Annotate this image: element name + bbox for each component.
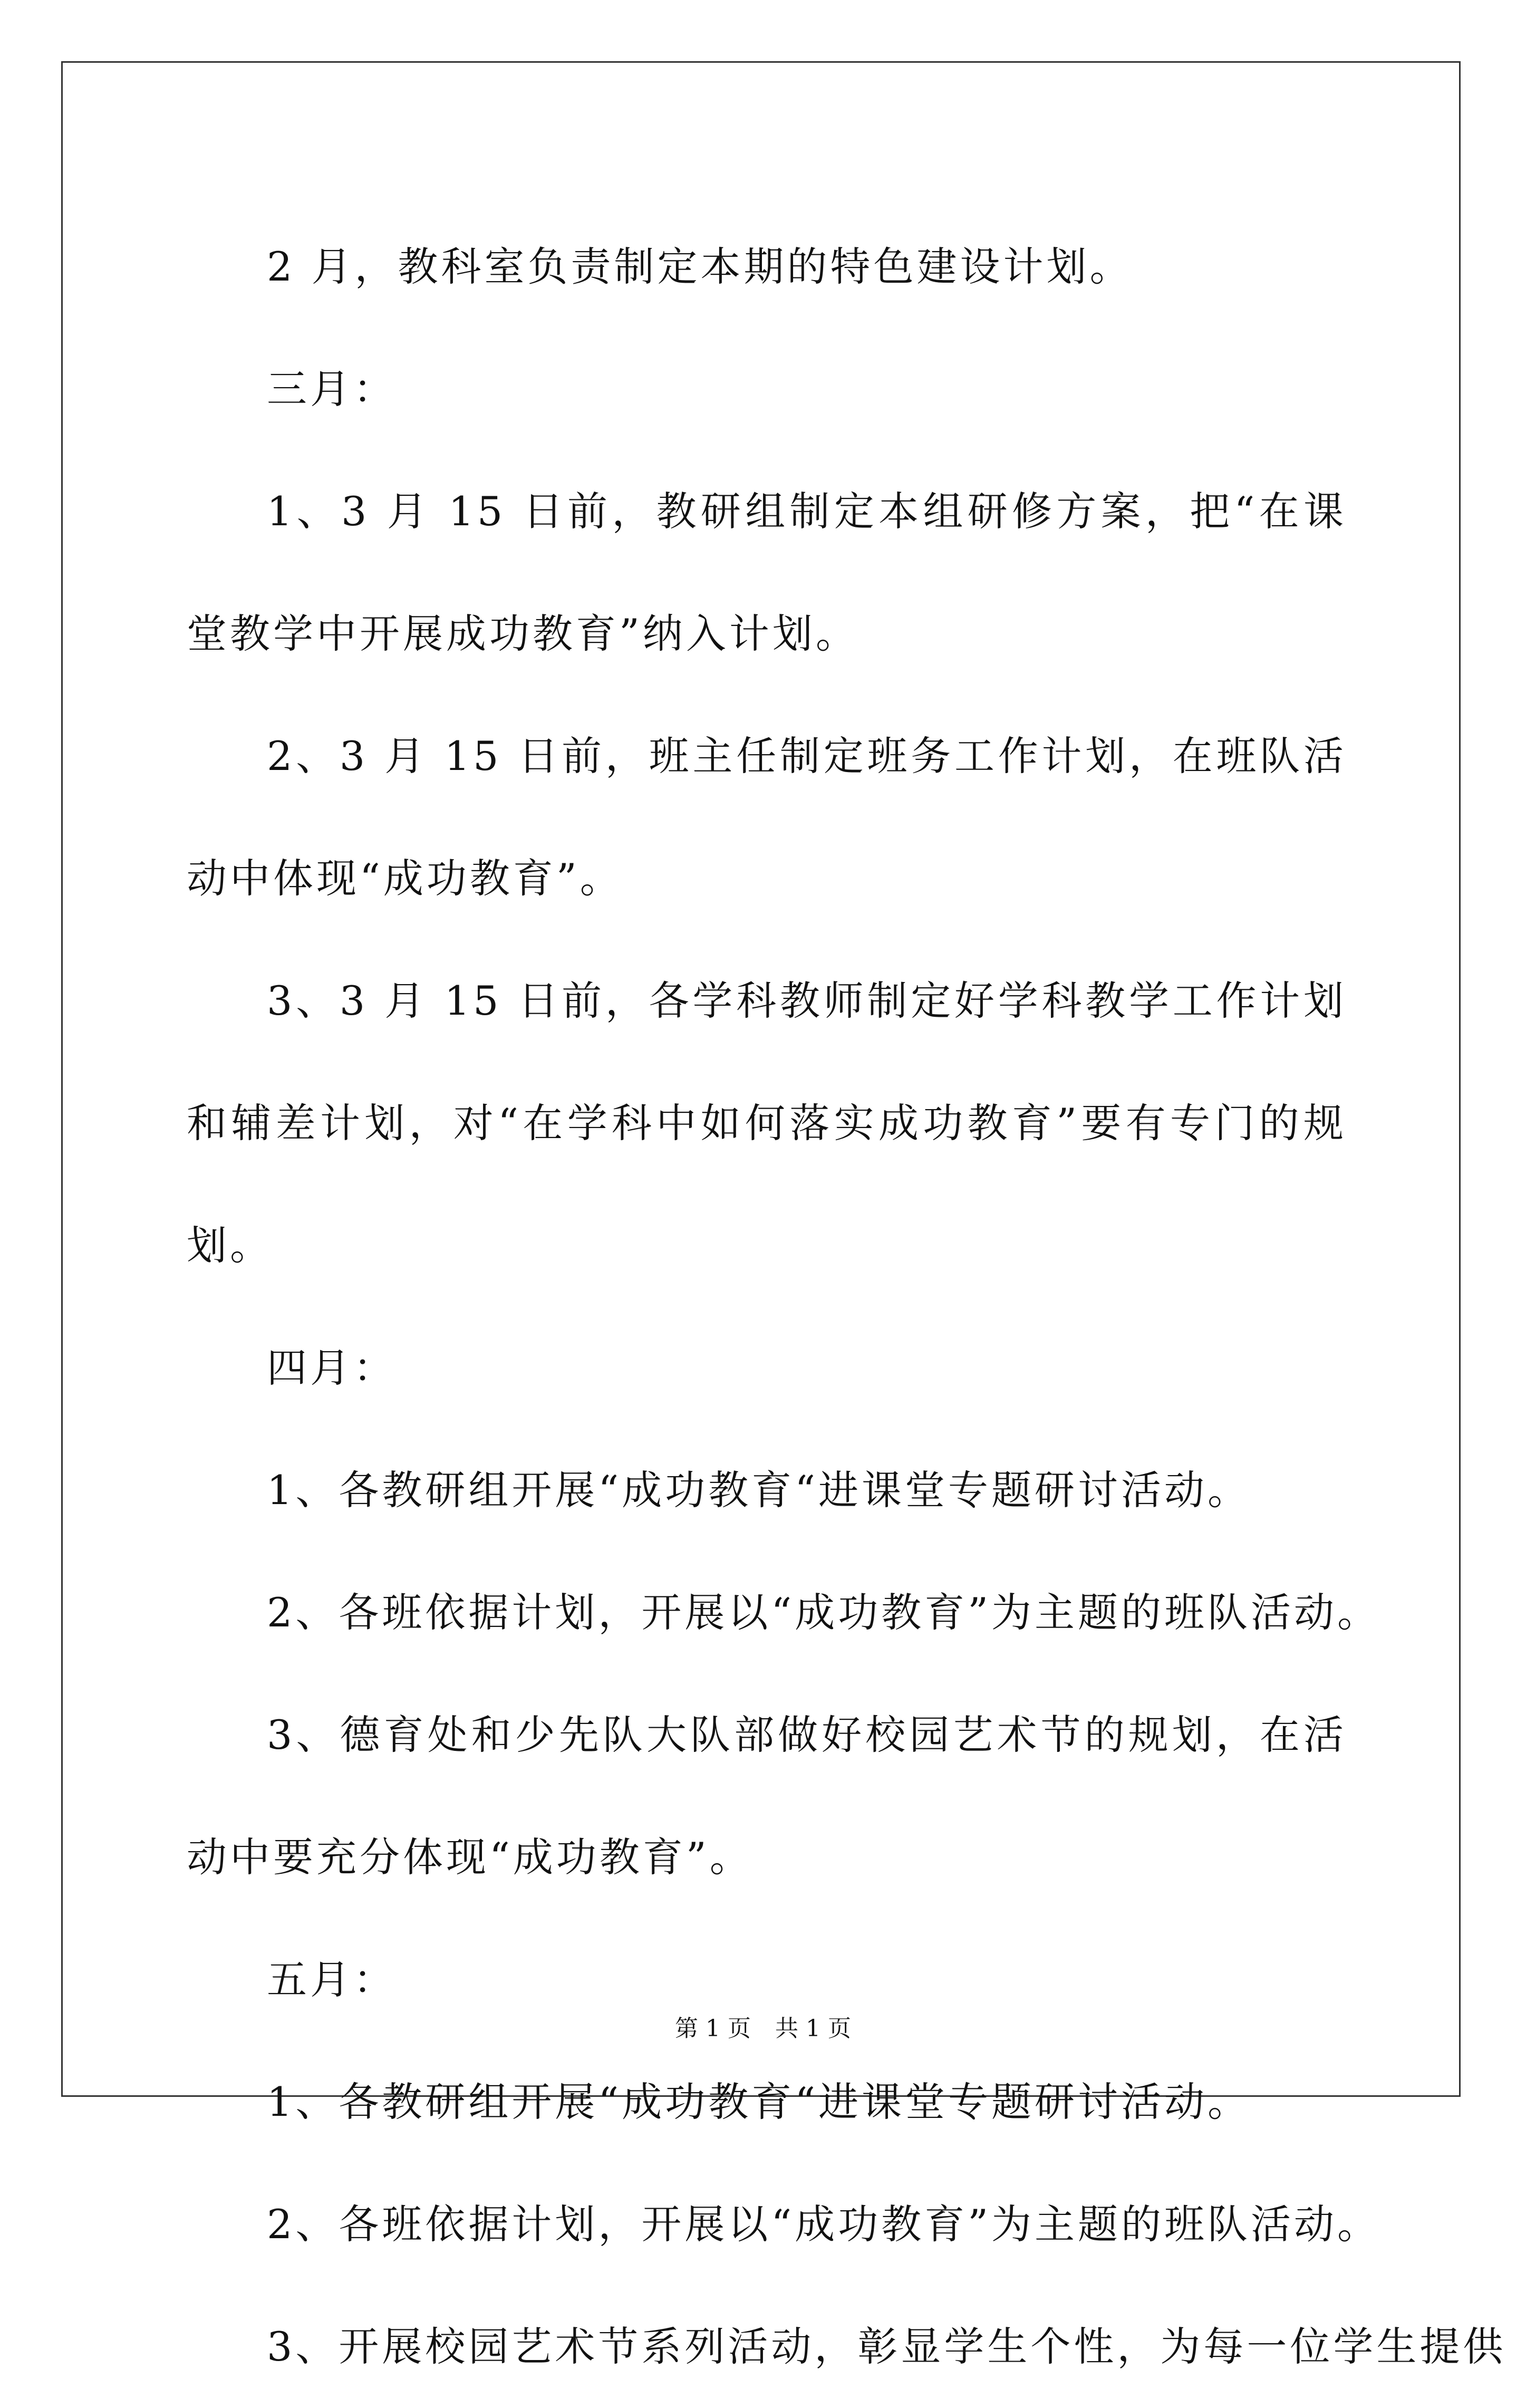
paragraph: 3、开展校园艺术节系列活动，彰显学生个性，为每一位学生提供 [267,2323,1506,2370]
page-footer [0,2009,1526,2043]
paragraph: 2 月，教科室负责制定本期的特色建设计划。 [267,243,1133,290]
section-heading-march: 三月： [267,365,397,412]
paragraph: 2、各班依据计划，开展以“成功教育”为主题的班队活动。 [267,1589,1381,1636]
page-number-total: 共 1 页 [775,2015,851,2042]
paragraph: 1、各教研组开展“成功教育“进课堂专题研讨活动。 [267,2078,1251,2125]
section-heading-april: 四月： [267,1344,397,1391]
paragraph: 3、3 月 15 日前，各学科教师制定好学科教学工作计划和辅差计划，对“在学科中如何落实成功教育”要有专门的规划。 [187,977,1347,1269]
page-number-current: 第 1 页 [675,2015,751,2042]
paragraph: 3、德育处和少先队大队部做好校园艺术节的规划，在活动中要充分体现“成功教育”。 [187,1711,1347,1881]
paragraph: 2、3 月 15 日前，班主任制定班务工作计划，在班队活动中体现“成功教育”。 [187,733,1347,902]
document-body [187,206,1506,2408]
section-heading-may: 五月： [267,1956,397,2003]
paragraph: 2、各班依据计划，开展以“成功教育”为主题的班队活动。 [267,2201,1381,2248]
paragraph: 1、各教研组开展“成功教育“进课堂专题研讨活动。 [267,1467,1251,1514]
paragraph: 1、3 月 15 日前，教研组制定本组研修方案，把“在课堂教学中开展成功教育”纳入计划。 [187,488,1347,657]
